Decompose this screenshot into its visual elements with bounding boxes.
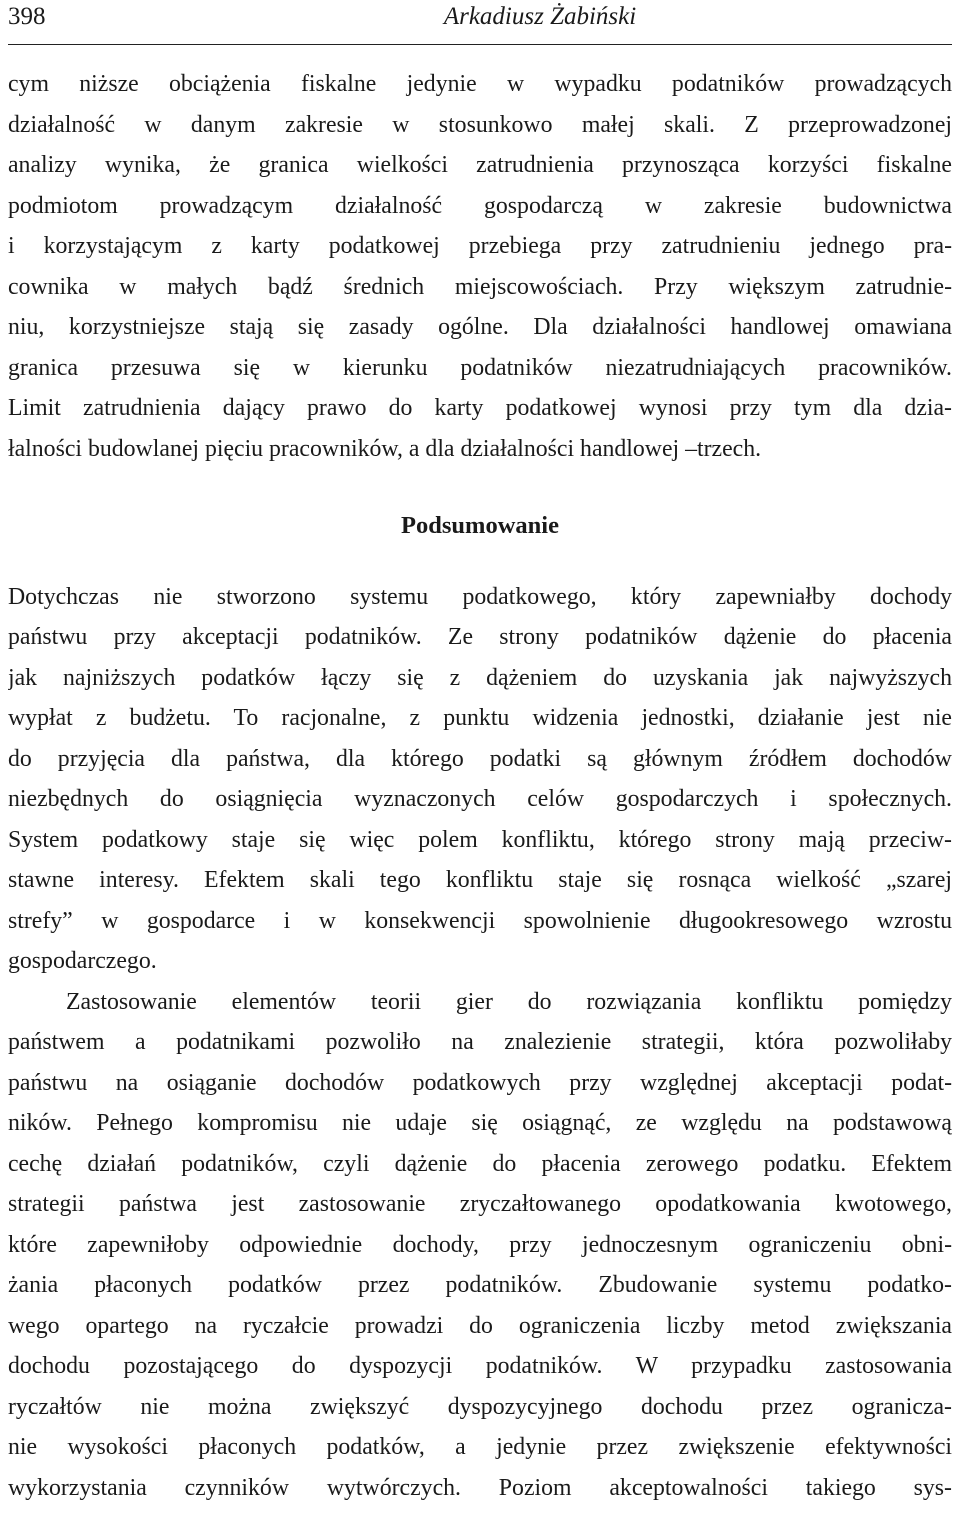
text-line: państwem a podatnikami pozwoliło na znalezienie strategii, która pozwoliłaby [8,1029,952,1055]
text-line: które zapewniłoby odpowiednie dochody, przy jednoczesnym ograniczeniu obni- [8,1231,952,1258]
text-line: ników. Pełnego kompromisu nie udaje się osiągnąć, ze względu na podstawową [8,1110,952,1136]
page-body [8,64,952,1508]
text-line: strategii państwa jest zastosowanie zryczałtowanego opodatkowania kwotowego, [8,1191,952,1217]
text-line: ryczałtów nie można zwiększyć dyspozycyjnego dochodu przez ogranicza- [8,1393,952,1420]
text-line: i korzystającym z karty podatkowej przebiega przy zatrudnieniu jednego pra- [8,233,952,259]
text-line: gospodarczego. [8,948,157,974]
paragraph-1 [8,64,952,469]
text-line: Limit zatrudnienia dający prawo do karty podatkowej wynosi przy tym dla dzia- [8,395,952,421]
text-line: System podatkowy staje się więc polem konfliktu, którego strony mają przeciw- [8,826,952,853]
paragraph-3 [8,982,952,1509]
page-header [8,0,952,45]
text-line: państwu na osiąganie dochodów podatkowych przy względnej akceptacji podat- [8,1069,952,1096]
text-line: strefy” w gospodarce i w konsekwencji spowolnienie długookresowego wzrostu [8,907,952,934]
paragraph-2 [8,577,952,982]
text-line: nie wysokości płaconych podatków, a jedynie przez zwiększenie efektywności [8,1434,952,1460]
text-line: żania płaconych podatków przez podatników. Zbudowanie systemu podatko- [8,1272,952,1298]
text-line: stawne interesy. Efektem skali tego konfliktu staje się rosnąca wielkość „szarej [8,867,952,893]
running-head-author: Arkadiusz Żabiński [443,3,637,30]
text-line: do przyjęcia dla państwa, dla którego podatki są głównym źródłem dochodów [8,745,952,772]
text-line: cym niższe obciążenia fiskalne jedynie w wypadku podatników prowadzących [8,71,952,97]
page-number: 398 [8,3,46,30]
text-line: łalności budowlanej pięciu pracowników, a dla działalności handlowej –trzech. [8,435,762,462]
text-line: niu, korzystniejsze stają się zasady ogólne. Dla działalności handlowej omawiana [8,314,952,340]
section-title: Podsumowanie [401,512,559,539]
text-line: działalność w danym zakresie w stosunkowo małej skali. Z przeprowadzonej [8,111,952,138]
text-line: cownika w małych bądź średnich miejscowościach. Przy większym zatrudnie- [8,273,952,300]
text-line: granica przesuwa się w kierunku podatników niezatrudniających pracowników. [8,354,952,381]
text-line: analizy wynika, że granica wielkości zatrudnienia przynosząca korzyści fiskalne [8,152,952,178]
text-line: Zastosowanie elementów teorii gier do rozwiązania konfliktu pomiędzy [66,988,952,1015]
text-line: niezbędnych do osiągnięcia wyznaczonych celów gospodarczych i społecznych. [8,786,952,812]
text-line: cechę działań podatników, czyli dążenie do płacenia zerowego podatku. Efektem [8,1150,952,1177]
text-line: wykorzystania czynników wytwórczych. Poziom akceptowalności takiego sys- [8,1474,952,1501]
text-line: Dotychczas nie stworzono systemu podatkowego, który zapewniałby dochody [8,583,952,610]
text-line: podmiotom prowadzącym działalność gospodarczą w zakresie budownictwa [8,192,952,219]
text-line: wego opartego na ryczałcie prowadzi do ograniczenia liczby metod zwiększania [8,1312,952,1339]
text-line: jak najniższych podatków łączy się z dążeniem do uzyskania jak najwyższych [8,664,952,691]
text-line: wypłat z budżetu. To racjonalne, z punktu widzenia jednostki, działanie jest nie [8,705,952,731]
text-line: państwu przy akceptacji podatników. Ze strony podatników dążenie do płacenia [8,624,952,650]
text-line: dochodu pozostającego do dyspozycji podatników. W przypadku zastosowania [8,1353,952,1379]
